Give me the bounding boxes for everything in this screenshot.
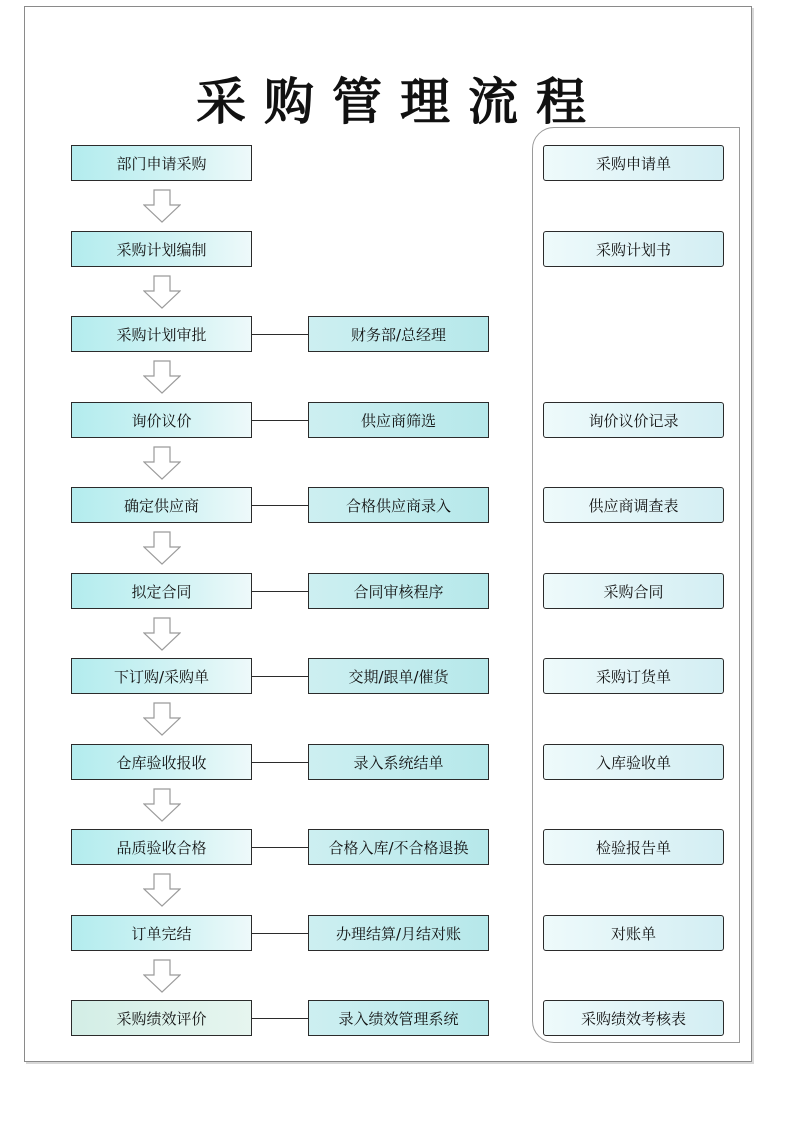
down-arrow-icon xyxy=(143,275,181,309)
connector-line xyxy=(252,676,308,677)
related-action-box: 合格供应商录入 xyxy=(308,487,489,523)
related-action-box: 合格入库/不合格退换 xyxy=(308,829,489,865)
process-step-box: 采购计划审批 xyxy=(71,316,252,352)
process-step-box: 品质验收合格 xyxy=(71,829,252,865)
document-box: 对账单 xyxy=(543,915,724,951)
process-step-box: 订单完结 xyxy=(71,915,252,951)
process-step-box: 采购计划编制 xyxy=(71,231,252,267)
down-arrow-icon xyxy=(143,873,181,907)
process-step-box: 确定供应商 xyxy=(71,487,252,523)
related-action-box: 录入系统结单 xyxy=(308,744,489,780)
document-box: 检验报告单 xyxy=(543,829,724,865)
related-action-box: 交期/跟单/催货 xyxy=(308,658,489,694)
related-action-box: 合同审核程序 xyxy=(308,573,489,609)
down-arrow-icon xyxy=(143,617,181,651)
related-action-box: 供应商筛选 xyxy=(308,402,489,438)
document-box: 入库验收单 xyxy=(543,744,724,780)
down-arrow-icon xyxy=(143,360,181,394)
down-arrow-icon xyxy=(143,702,181,736)
process-step-box: 下订购/采购单 xyxy=(71,658,252,694)
down-arrow-icon xyxy=(143,531,181,565)
document-box: 采购订货单 xyxy=(543,658,724,694)
related-action-box: 办理结算/月结对账 xyxy=(308,915,489,951)
page-title: 采购管理流程 xyxy=(196,73,604,131)
document-box: 采购申请单 xyxy=(543,145,724,181)
connector-line xyxy=(252,505,308,506)
down-arrow-icon xyxy=(143,959,181,993)
related-action-box: 财务部/总经理 xyxy=(308,316,489,352)
document-box: 询价议价记录 xyxy=(543,402,724,438)
down-arrow-icon xyxy=(143,189,181,223)
process-step-box: 采购绩效评价 xyxy=(71,1000,252,1036)
connector-line xyxy=(252,334,308,335)
process-step-box: 部门申请采购 xyxy=(71,145,252,181)
process-step-box: 询价议价 xyxy=(71,402,252,438)
connector-line xyxy=(252,420,308,421)
down-arrow-icon xyxy=(143,446,181,480)
connector-line xyxy=(252,591,308,592)
document-box: 采购绩效考核表 xyxy=(543,1000,724,1036)
process-step-box: 拟定合同 xyxy=(71,573,252,609)
related-action-box: 录入绩效管理系统 xyxy=(308,1000,489,1036)
connector-line xyxy=(252,1018,308,1019)
document-box: 供应商调查表 xyxy=(543,487,724,523)
document-box: 采购合同 xyxy=(543,573,724,609)
connector-line xyxy=(252,847,308,848)
connector-line xyxy=(252,762,308,763)
down-arrow-icon xyxy=(143,788,181,822)
process-step-box: 仓库验收报收 xyxy=(71,744,252,780)
document-box: 采购计划书 xyxy=(543,231,724,267)
connector-line xyxy=(252,933,308,934)
